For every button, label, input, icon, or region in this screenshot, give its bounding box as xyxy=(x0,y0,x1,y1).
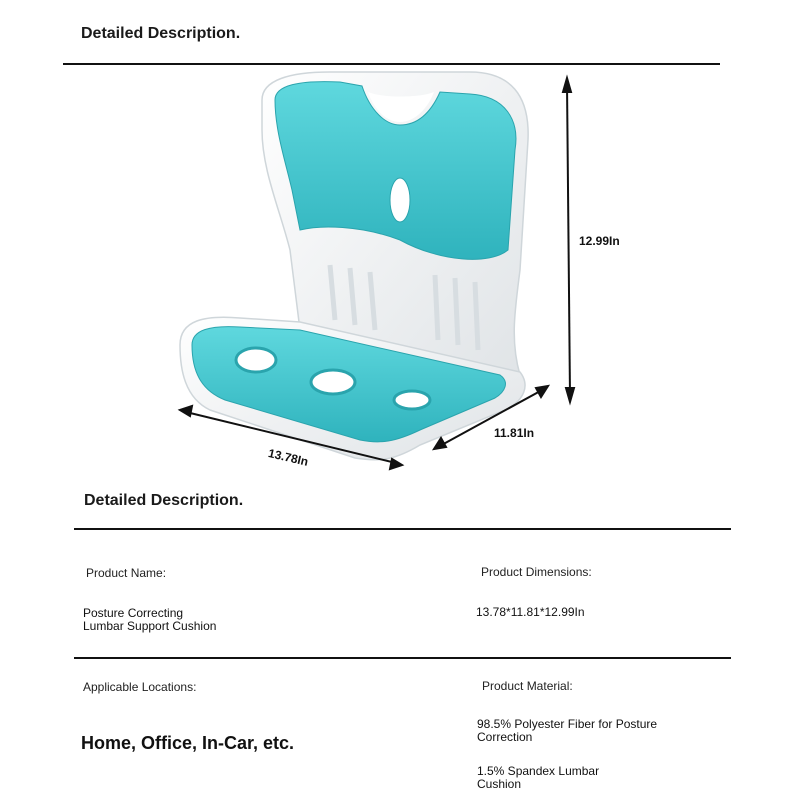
material-item-2-line-1: 1.5% Spandex Lumbar xyxy=(477,764,600,778)
product-dimensions-value: 13.78*11.81*12.99In xyxy=(476,605,585,619)
applicable-locations-value: Home, Office, In-Car, etc. xyxy=(81,733,295,753)
product-material-label: Product Material: xyxy=(482,679,573,693)
material-item-2 xyxy=(477,765,599,791)
seat-hole-3 xyxy=(394,391,430,409)
specs-divider xyxy=(74,657,731,659)
seat-hole-2 xyxy=(311,370,355,394)
back-hole xyxy=(390,178,410,222)
section-divider xyxy=(74,528,731,530)
product-name-line-1: Posture Correcting xyxy=(83,606,184,620)
material-item-1-line-1: 98.5% Polyester Fiber for Posture xyxy=(477,717,658,731)
material-item-1-line-2: Correction xyxy=(477,730,533,744)
material-item-1 xyxy=(477,718,657,744)
depth-dimension-label: 11.81In xyxy=(494,426,535,440)
width-dimension-label: 13.78In xyxy=(266,446,310,469)
page-heading: Detailed Description. xyxy=(81,25,241,42)
seat-hole-1 xyxy=(236,348,276,372)
height-dimension-label: 12.99In xyxy=(579,234,620,248)
product-name-line-2: Lumbar Support Cushion xyxy=(83,619,217,633)
product-name-value xyxy=(83,607,216,633)
product-name-label: Product Name: xyxy=(86,566,167,580)
material-item-2-line-2: Cushion xyxy=(477,777,522,791)
applicable-locations-label: Applicable Locations: xyxy=(83,680,197,694)
height-dimension-arrow xyxy=(563,78,574,402)
section-heading: Detailed Description. xyxy=(84,492,244,509)
product-dimensions-label: Product Dimensions: xyxy=(481,565,592,579)
